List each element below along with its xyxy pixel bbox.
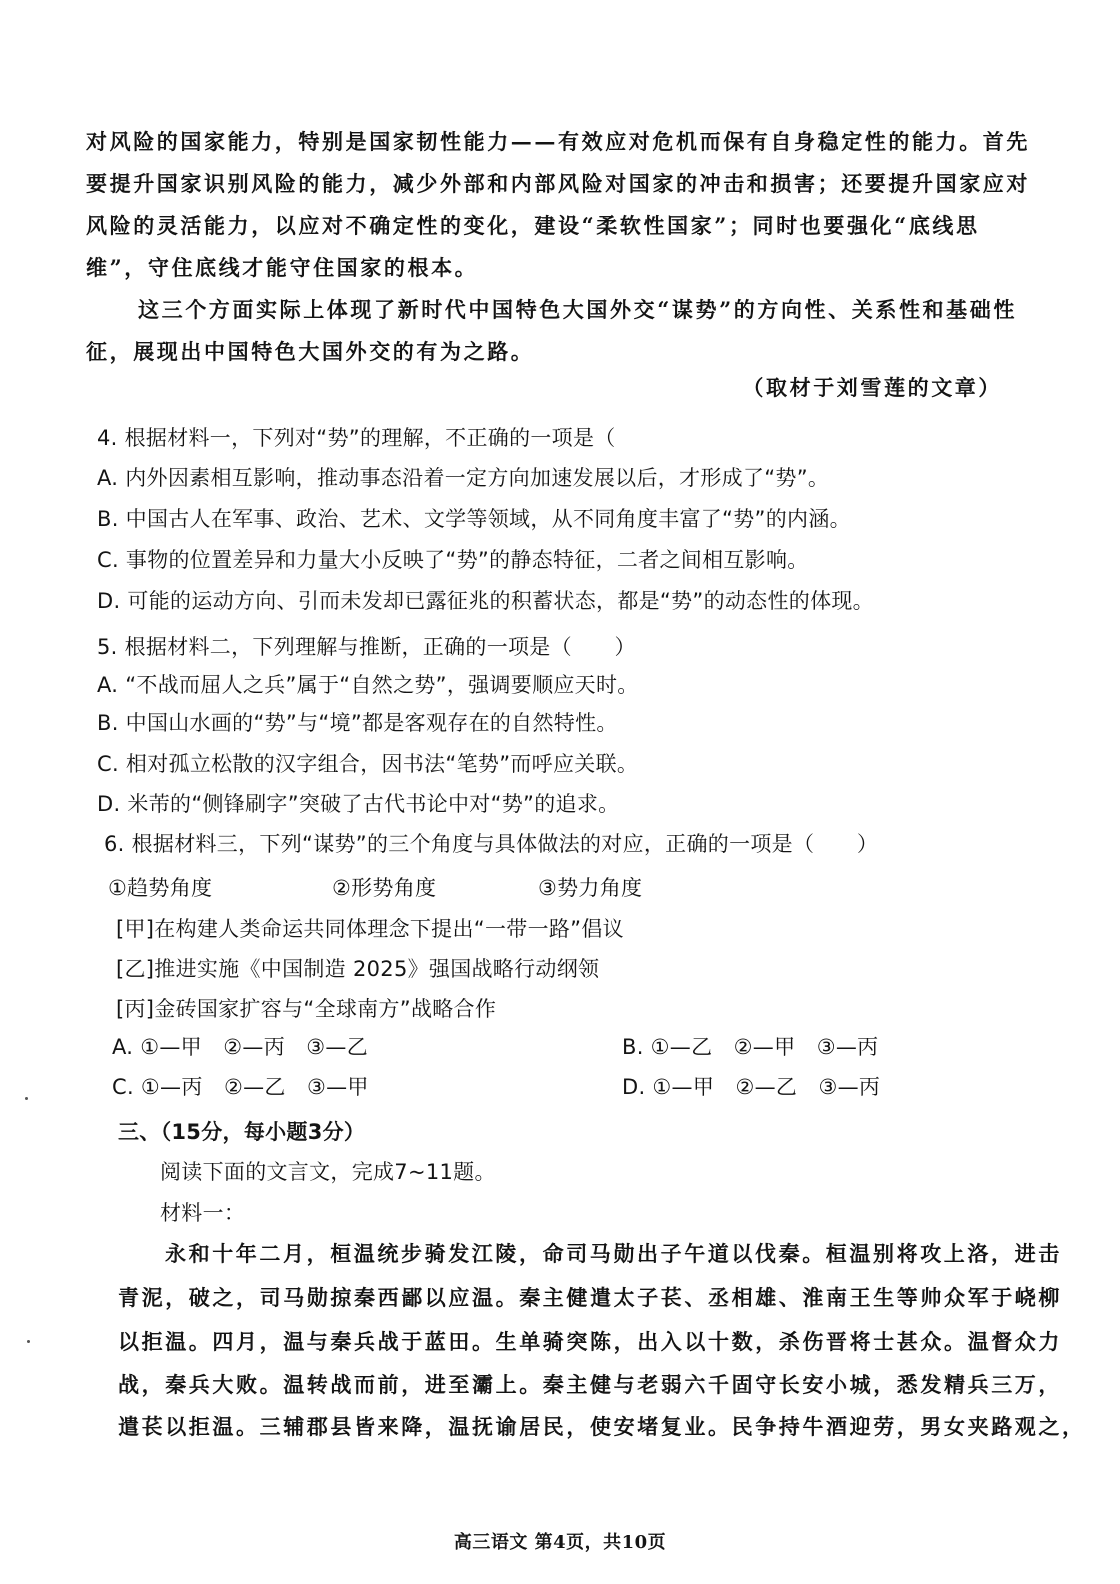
- q6-angle-1: ①趋势角度: [108, 876, 213, 900]
- passage-line-3: 以拒温。四月，温与秦兵战于蓝田。生单骑突陈，出入以十数，杀伤晋将士甚众。温督众力: [118, 1329, 1062, 1354]
- passage-line-4: 战，秦兵大败。温转战而前，进至灞上。秦主健与老弱六千固守长安小城，悉发精兵三万，: [118, 1372, 1062, 1397]
- q6-option-b: B. ①—乙 ②—甲 ③—丙: [622, 1035, 879, 1059]
- continuation-line-3: 风险的灵活能力，以应对不确定性的变化，建设“柔软性国家”；同时也要强化“底线思: [86, 213, 980, 238]
- q4-option-a: A. 内外因素相互影响，推动事态沿着一定方向加速发展以后，才形成了“势”。: [97, 466, 830, 490]
- conclusion-line-1: 这三个方面实际上体现了新时代中国特色大国外交“谋势”的方向性、关系性和基础性: [138, 297, 1017, 322]
- passage-line-1: 永和十年二月，桓温统步骑发江陵，命司马勋出子午道以伐秦。桓温别将攻上洛，进击: [165, 1241, 1062, 1266]
- material-label: 材料一：: [160, 1201, 246, 1225]
- q5-option-b: B. 中国山水画的“势”与“境”都是客观存在的自然特性。: [97, 711, 618, 735]
- continuation-line-4: 维”，守住底线才能守住国家的根本。: [86, 255, 479, 280]
- continuation-line-1: 对风险的国家能力，特别是国家韧性能力——有效应对危机而保有自身稳定性的能力。首先: [86, 129, 1030, 154]
- conclusion-line-2: 征，展现出中国特色大国外交的有为之路。: [86, 339, 535, 364]
- q6-option-a: A. ①—甲 ②—丙 ③—乙: [112, 1035, 369, 1059]
- source-attribution: （取材于刘雪莲的文章）: [742, 375, 1002, 400]
- q5-stem: 5. 根据材料二，下列理解与推断，正确的一项是（ ）: [97, 635, 636, 659]
- q4-stem: 4. 根据材料一，下列对“势”的理解，不正确的一项是（: [97, 426, 616, 450]
- q4-option-c: C. 事物的位置差异和力量大小反映了“势”的静态特征，二者之间相互影响。: [97, 548, 809, 572]
- q4-option-b: B. 中国古人在军事、政治、艺术、文学等领域，从不同角度丰富了“势”的内涵。: [97, 507, 851, 531]
- passage-line-2: 青泥，破之，司马勋掠秦西鄙以应温。秦主健遣太子苌、丞相雄、淮南王生等帅众军于峣柳: [118, 1285, 1062, 1310]
- q6-stem: 6. 根据材料三，下列“谋势”的三个角度与具体做法的对应，正确的一项是（ ）: [104, 832, 879, 856]
- q5-option-a: A. “不战而屈人之兵”属于“自然之势”，强调要顺应天时。: [97, 673, 639, 697]
- q6-option-d: D. ①—甲 ②—乙 ③—丙: [622, 1075, 881, 1099]
- continuation-line-2: 要提升国家识别风险的能力，减少外部和内部风险对国家的冲击和损害；还要提升国家应对: [86, 171, 1030, 196]
- q5-option-c: C. 相对孤立松散的汉字组合，因书法“笔势”而呼应关联。: [97, 752, 639, 776]
- q4-option-d: D. 可能的运动方向、引而未发却已露征兆的积蓄状态，都是“势”的动态性的体现。: [97, 589, 874, 613]
- q6-item-bing: [丙]金砖国家扩容与“全球南方”战略合作: [116, 997, 497, 1021]
- passage-line-5: 遣苌以拒温。三辅郡县皆来降，温抚谕居民，使安堵复业。民争持牛酒迎劳，男女夹路观之，: [118, 1414, 1086, 1439]
- q6-angle-2: ②形势角度: [332, 876, 437, 900]
- q6-option-c: C. ①—丙 ②—乙 ③—甲: [112, 1075, 369, 1099]
- section-3-heading: 三、（15分，每小题3分）: [118, 1120, 366, 1144]
- section-3-instruction: 阅读下面的文言文，完成7~11题。: [160, 1160, 496, 1184]
- q6-item-jia: [甲]在构建人类命运共同体理念下提出“一带一路”倡议: [116, 917, 624, 941]
- scan-speck: [27, 1340, 30, 1343]
- q6-angle-3: ③势力角度: [538, 876, 643, 900]
- page-footer: 高三语文 第4页，共10页: [453, 1532, 667, 1553]
- q5-option-d: D. 米芾的“侧锋刷字”突破了古代书论中对“势”的追求。: [97, 792, 620, 816]
- scan-speck: [25, 1097, 28, 1100]
- q6-item-yi: [乙]推进实施《中国制造 2025》强国战略行动纲领: [116, 957, 600, 981]
